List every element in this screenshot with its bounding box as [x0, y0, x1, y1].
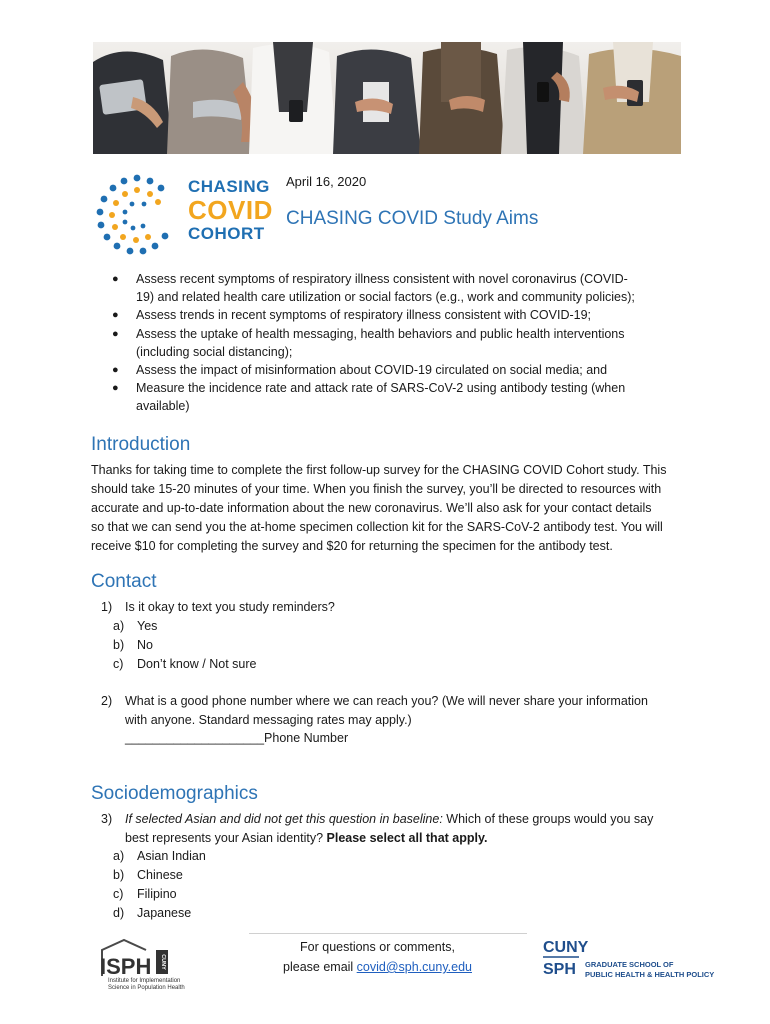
phone-number-field[interactable]: ____________________Phone Number — [125, 731, 349, 745]
cuny-sph-logo — [541, 936, 715, 982]
bullet-icon: ● — [112, 364, 119, 377]
intro-line: so that we can send you the at-home specimen collection kit for the SARS-CoV-2 antibody test. You will — [91, 520, 663, 534]
aim-item — [110, 379, 680, 397]
aim-text: Measure the incidence rate and attack rate of SARS-CoV-2 using antibody testing (when — [136, 381, 626, 396]
intro-line: should take 15-20 minutes of your time. When you finish the survey, you’ll be directed to resources with — [91, 482, 662, 496]
aim-item — [110, 306, 680, 324]
isph-cuny: CUNY — [160, 954, 166, 970]
footer-prefix: please email — [283, 960, 357, 974]
aims-list — [110, 270, 680, 416]
question-text — [125, 692, 685, 748]
option-text: Japanese — [137, 906, 192, 920]
question-3 — [0, 810, 770, 850]
dot-ring-icon — [92, 172, 182, 258]
question-condition: If selected Asian and did not get this question in baseline: — [125, 812, 443, 826]
option-letter: a) — [113, 849, 125, 863]
bullet-icon: ● — [112, 382, 119, 395]
aim-item — [110, 361, 680, 379]
cuny-top-text: CUNY — [543, 939, 589, 956]
aim-text: available) — [136, 399, 190, 414]
aim-item — [110, 325, 680, 343]
footer-divider — [249, 933, 527, 934]
chasing-covid-cohort-logo — [92, 172, 273, 258]
contact-email-link[interactable]: covid@sph.cuny.edu — [356, 960, 472, 974]
bullet-icon: ● — [112, 309, 119, 322]
aim-item-continuation — [110, 288, 680, 306]
school-line-2: PUBLIC HEALTH & HEALTH POLICY — [585, 970, 715, 979]
aims-title: CHASING COVID Study Aims — [286, 208, 539, 229]
aim-text: 19) and related health care utilization or social factors (e.g., work and community policies); — [136, 290, 635, 305]
people-with-devices-image — [93, 42, 681, 154]
aim-item-continuation — [110, 397, 680, 415]
contact-heading: Contact — [91, 571, 157, 592]
bullet-icon: ● — [112, 327, 119, 340]
isph-subtitle-1: Institute for Implementation — [108, 978, 181, 984]
cuny-sph-logo-mark — [541, 936, 715, 982]
question-plain: best represents your Asian identity? — [125, 830, 327, 845]
isph-subtitle-2: Science in Population Health — [108, 985, 185, 991]
option-text: Don’t know / Not sure — [137, 657, 257, 671]
option-text: Chinese — [137, 868, 183, 882]
footer-line-2 — [265, 957, 490, 977]
intro-line: receive $10 for completing the survey and $20 for returning the specimen for the antibody test. — [91, 539, 613, 553]
question-number: 3) — [101, 812, 113, 826]
option-text: Asian Indian — [137, 849, 206, 863]
hero-photo — [93, 42, 681, 154]
footer-line-1: For questions or comments, — [300, 940, 455, 954]
bullet-icon: ● — [112, 273, 119, 285]
aim-text: (including social distancing); — [136, 344, 293, 359]
option-letter: c) — [113, 887, 124, 901]
aim-text: Assess recent symptoms of respiratory illness consistent with novel coronavirus (COVID- — [136, 272, 628, 286]
aim-text: Assess trends in recent symptoms of respiratory illness consistent with COVID-19; — [136, 308, 592, 323]
question-line: What is a good phone number where we can reach you? (We will never share your information — [125, 694, 648, 708]
option-letter: b) — [113, 868, 125, 882]
isph-logo-mark — [94, 936, 204, 992]
question-rest: Which of these groups would you say — [442, 812, 654, 826]
aim-text: Assess the uptake of health messaging, health behaviors and public health interventions — [136, 326, 625, 341]
introduction-paragraph — [91, 461, 691, 556]
option-letter: c) — [113, 657, 124, 671]
logo-wordmark — [188, 178, 273, 242]
option-text: No — [137, 638, 153, 652]
footer-contact — [265, 937, 490, 977]
cuny-bottom-text: SPH — [543, 961, 576, 978]
question-line: with anyone. Standard messaging rates may apply.) — [125, 712, 412, 727]
logo-line-covid: COVID — [188, 195, 273, 225]
question-instruction: Please select all that apply. — [326, 830, 488, 845]
logo-line-cohort: COHORT — [188, 224, 265, 243]
question-line — [125, 829, 685, 848]
option-text: Yes — [137, 619, 158, 633]
aim-text: Assess the impact of misinformation about COVID-19 circulated on social media; and — [136, 363, 608, 378]
option-text: Filipino — [137, 887, 177, 901]
question-number: 1) — [101, 600, 113, 614]
document-date: April 16, 2020 — [286, 174, 367, 189]
isph-letters: ISPH — [100, 954, 152, 979]
aim-item-continuation — [110, 343, 680, 361]
school-line-1: GRADUATE SCHOOL OF — [585, 960, 674, 969]
question-text — [125, 810, 685, 847]
isph-logo — [94, 936, 204, 992]
question-text: Is it okay to text you study reminders? — [125, 600, 335, 614]
intro-line: accurate and up-to-date information about the new coronavirus. We’ll also ask for your contact details — [91, 501, 652, 515]
option-letter: b) — [113, 638, 125, 652]
aim-item — [110, 270, 680, 288]
option-letter: a) — [113, 619, 125, 633]
logo-line-chasing: CHASING — [188, 177, 270, 196]
option-letter: d) — [113, 906, 125, 920]
intro-line: Thanks for taking time to complete the first follow-up survey for the CHASING COVID Cohort study. This — [91, 463, 667, 477]
question-number: 2) — [101, 694, 113, 708]
question-line — [125, 810, 685, 829]
sociodemographics-heading: Sociodemographics — [91, 783, 258, 804]
introduction-heading: Introduction — [91, 434, 191, 455]
question-2 — [0, 692, 770, 752]
